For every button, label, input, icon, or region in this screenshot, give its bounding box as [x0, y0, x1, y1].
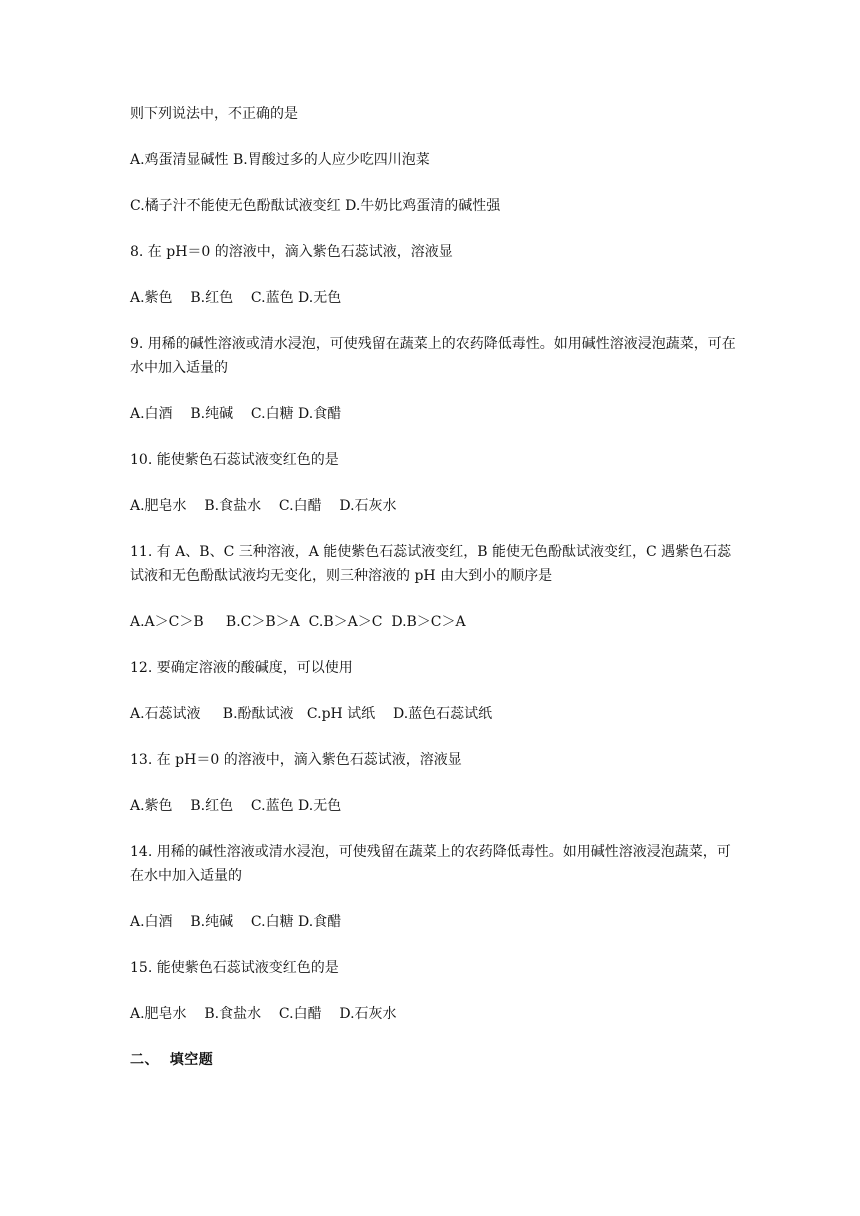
options-13: A.紫色 B.红色 C.蓝色 D.无色 — [130, 798, 342, 814]
options-11: A.A＞C＞B B.C＞B＞A C.B＞A＞C D.B＞C＞A — [130, 614, 466, 630]
question-15: 15. 能使紫色石蕊试液变红色的是 — [130, 960, 339, 976]
options-line: C.橘子汁不能使无色酚酞试液变红 D.牛奶比鸡蛋清的碱性强 — [130, 198, 501, 214]
document-page — [130, 102, 740, 1072]
question-14: 14. 用稀的碱性溶液或清水浸泡，可使残留在蔬菜上的农药降低毒性。如用碱性溶液浸泡蔬菜，可在水中加入适量的 — [130, 844, 731, 884]
options-14: A.白酒 B.纯碱 C.白糖 D.食醋 — [130, 914, 342, 930]
options-line: A.鸡蛋清显碱性 B.胃酸过多的人应少吃四川泡菜 — [130, 152, 430, 168]
question-9: 9. 用稀的碱性溶液或清水浸泡，可使残留在蔬菜上的农药降低毒性。如用碱性溶液浸泡蔬菜，可在水中加入适量的 — [130, 336, 736, 376]
options-9: A.白酒 B.纯碱 C.白糖 D.食醋 — [130, 406, 342, 422]
question-12: 12. 要确定溶液的酸碱度，可以使用 — [130, 660, 353, 676]
options-10: A.肥皂水 B.食盐水 C.白醋 D.石灰水 — [130, 498, 397, 514]
options-8: A.紫色 B.红色 C.蓝色 D.无色 — [130, 290, 342, 306]
question-8: 8. 在 pH＝0 的溶液中，滴入紫色石蕊试液，溶液显 — [130, 244, 453, 260]
question-11: 11. 有 A、B、C 三种溶液，A 能使紫色石蕊试液变红，B 能使无色酚酞试液变红，C 遇紫色石蕊试液和无色酚酞试液均无变化，则三种溶液的 pH 由大到小的顺序是 — [130, 544, 732, 584]
options-12: A.石蕊试液 B.酚酞试液 C.pH 试纸 D.蓝色石蕊试纸 — [130, 706, 493, 722]
question-10: 10. 能使紫色石蕊试液变红色的是 — [130, 452, 339, 468]
section-heading: 二、 填空题 — [130, 1052, 214, 1068]
options-15: A.肥皂水 B.食盐水 C.白醋 D.石灰水 — [130, 1006, 397, 1022]
question-stem: 则下列说法中，不正确的是 — [130, 106, 298, 122]
question-13: 13. 在 pH＝0 的溶液中，滴入紫色石蕊试液，溶液显 — [130, 752, 462, 768]
